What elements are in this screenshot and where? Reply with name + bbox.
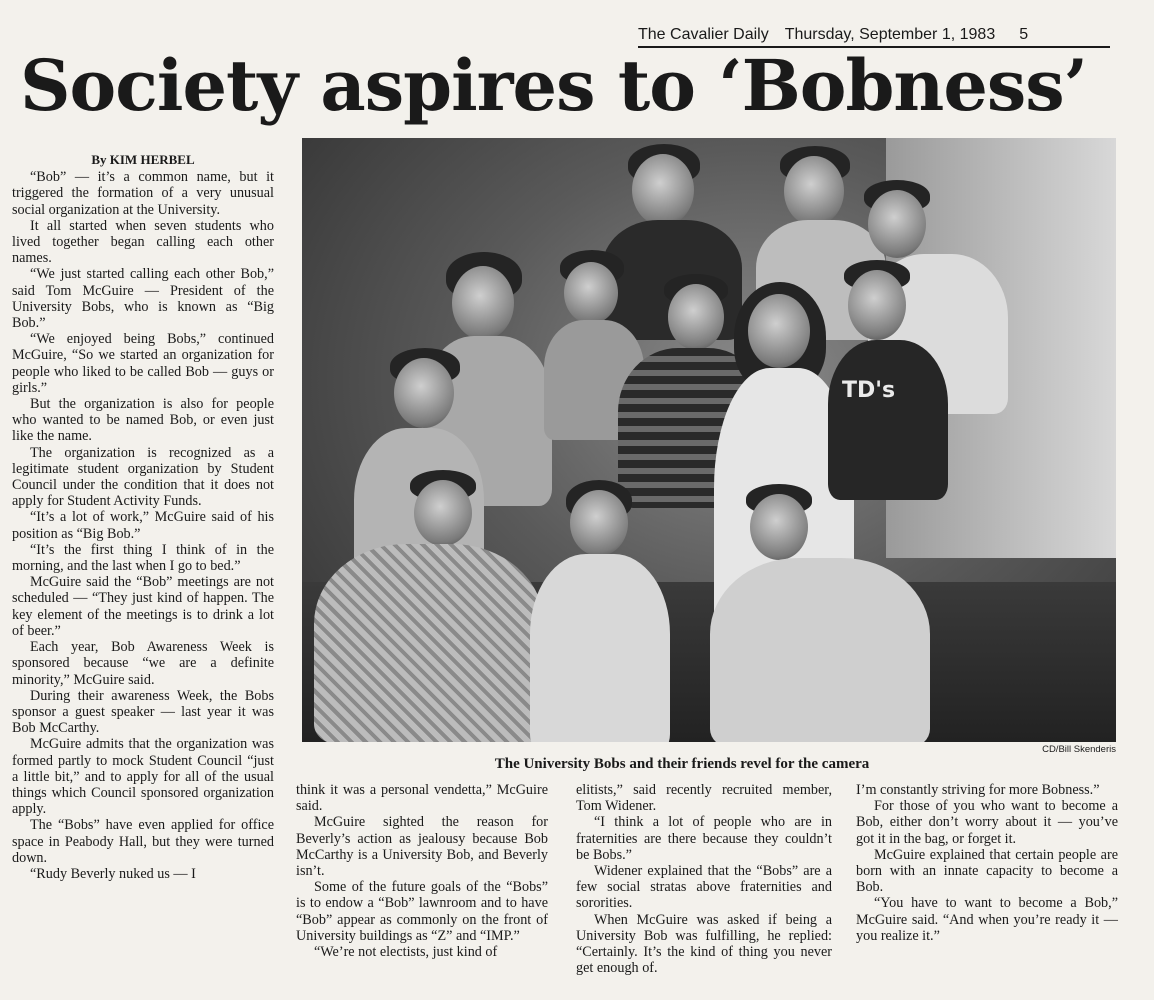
paragraph: McGuire admits that the organization was formed partly to mock Student Council “just a little bit,” and to apply for all of the usual things which Council sponsored organization apply. [12, 736, 274, 818]
paragraph: The organization is recognized as a legitimate student organization by Student Council under the condition that it does not apply for Student Activity Funds. [12, 444, 274, 510]
paragraph: Widener explained that the “Bobs” are a few social stratas above fraternities and sororities. [576, 863, 832, 912]
group-photo [302, 138, 1116, 742]
issue-date: Thursday, September 1, 1983 [784, 26, 996, 43]
paragraph: “It’s a lot of work,” McGuire said of his position as “Big Bob.” [12, 509, 274, 542]
shirt-logo: TD's [842, 378, 896, 403]
paragraph: But the organization is also for people who wanted to be named Bob, or even just like the name. [12, 396, 274, 445]
article-column-4 [856, 782, 1118, 944]
paragraph: The “Bobs” have even applied for office space in Peabody Hall, but they were turned down. [12, 817, 274, 866]
article-column-3 [576, 782, 832, 976]
paper-name: The Cavalier Daily [638, 26, 769, 43]
byline [12, 152, 274, 168]
byline-author: KIM HERBEL [109, 152, 195, 167]
headline: Society aspires to ‘Bobness’ [20, 44, 1088, 127]
paragraph: think it was a personal vendetta,” McGuire said. [296, 782, 548, 815]
article-column-1 [12, 152, 274, 882]
paragraph: “You have to want to become a Bob,” McGuire said. “And when you’re ready it — you realize it.” [856, 895, 1118, 944]
paragraph: For those of you who want to become a Bob, either don’t worry about it — you’ve got it in the bag, or forget it. [856, 798, 1118, 847]
photo-credit: CD/Bill Skenderis [1042, 744, 1116, 755]
paragraph: McGuire explained that certain people are born with an innate capacity to become a Bob. [856, 846, 1118, 896]
article-column-2 [296, 782, 548, 960]
paragraph: I’m constantly striving for more Bobness.” [856, 782, 1100, 798]
paragraph: McGuire sighted the reason for Beverly’s action as jealousy because Bob McCarthy is a University Bob, and Beverly isn’t. [296, 814, 548, 880]
paragraph: “We’re not electists, just kind of [314, 944, 498, 961]
paragraph: “Bob” — it’s a common name, but it triggered the formation of a very unusual social organization at the University. [12, 169, 274, 218]
paragraph: “It’s the first thing I think of in the morning, and the last when I go to bed.” [12, 541, 274, 575]
paragraph: elitists,” said recently recruited member, Tom Widener. [576, 782, 832, 815]
paragraph: “I think a lot of people who are in fraternities are there because they couldn’t be Bobs.” [576, 814, 832, 863]
byline-prefix: By [91, 152, 107, 167]
paragraph: “Rudy Beverly nuked us — I [30, 865, 196, 882]
paragraph: McGuire said the “Bob” meetings are not scheduled — “They just kind of happen. The key element of the meetings is to drink a lot of beer.” [12, 574, 274, 639]
paragraph: Some of the future goals of the “Bobs” is to endow a “Bob” lawnroom and to have “Bob” appear as commonly on the front of University buildings as “Z” and “IMP.” [296, 879, 548, 944]
paragraph: “We just started calling each other Bob,” said Tom McGuire — President of the University Bobs, who is known as “Big Bob.” [12, 266, 274, 332]
page-number: 5 [1019, 26, 1029, 43]
paragraph: Each year, Bob Awareness Week is sponsored because “we are a definite minority,” McGuire said. [12, 639, 274, 688]
paragraph: It all started when seven students who lived together began calling each other names. [12, 217, 274, 267]
paragraph: During their awareness Week, the Bobs sponsor a guest speaker — last year it was Bob McCarthy. [12, 687, 274, 737]
paragraph: When McGuire was asked if being a University Bob was fulfilling, he replied: “Certainly. It’s the kind of thing you never get enough of. [576, 911, 832, 977]
photo-caption: The University Bobs and their friends revel for the camera [494, 756, 870, 772]
paragraph: “We enjoyed being Bobs,” continued McGuire, “So we started an organization for people who liked to be called Bob — guys or girls.” [12, 331, 274, 396]
